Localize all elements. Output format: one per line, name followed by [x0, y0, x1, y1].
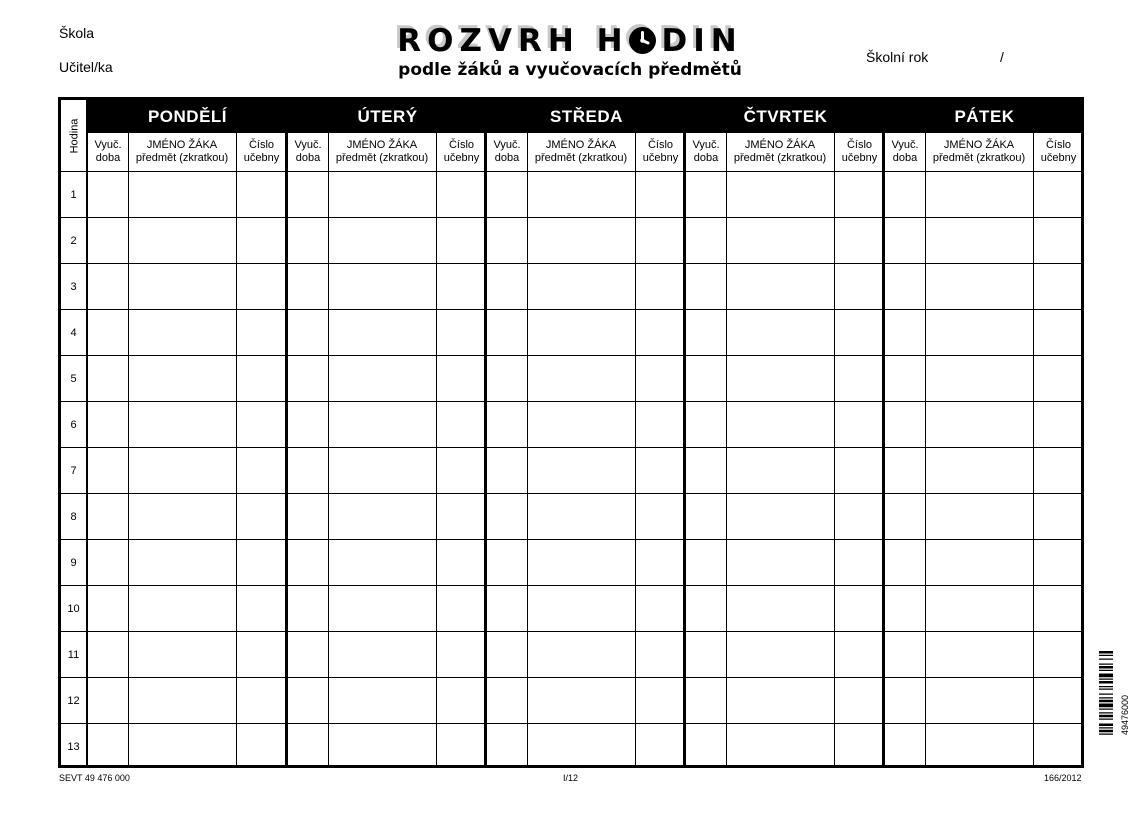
row-divider	[885, 171, 1084, 172]
column-header-name: JMÉNO ŽÁKA předmět (zkratkou)	[135, 139, 229, 164]
row-divider	[288, 171, 487, 172]
row-divider	[487, 355, 686, 356]
column-divider	[635, 133, 636, 765]
row-divider	[686, 631, 885, 632]
hour-column	[61, 100, 88, 765]
row-divider	[288, 263, 487, 264]
row-divider	[686, 493, 885, 494]
row-divider	[686, 171, 885, 172]
row-divider	[487, 493, 686, 494]
page-subtitle: podle žáků a vyučovacích předmětů	[398, 60, 742, 80]
barcode-bar	[1099, 730, 1113, 733]
row-divider	[885, 539, 1084, 540]
hour-number: 13	[61, 723, 86, 769]
barcode-bar	[1099, 704, 1113, 708]
barcode-bar	[1099, 670, 1113, 671]
day-header: STŘEDA	[487, 100, 686, 133]
barcode-bar	[1099, 734, 1113, 735]
day-block	[686, 100, 885, 765]
barcode-bar	[1099, 681, 1113, 684]
row-divider	[288, 355, 487, 356]
row-divider	[487, 309, 686, 310]
row-divider	[686, 723, 885, 724]
clock-icon	[629, 27, 656, 54]
footer-code: SEVT 49 476 000	[59, 773, 130, 783]
row-divider	[487, 401, 686, 402]
day-block	[885, 100, 1084, 765]
row-divider	[885, 585, 1084, 586]
day-separator	[285, 100, 288, 765]
row-divider	[88, 447, 287, 448]
row-divider	[288, 401, 487, 402]
row-divider	[288, 723, 487, 724]
row-divider	[88, 677, 287, 678]
hour-number: 9	[61, 539, 86, 585]
row-divider	[885, 263, 1084, 264]
barcode-bar	[1099, 715, 1113, 718]
row-divider	[88, 263, 287, 264]
row-divider	[88, 585, 287, 586]
row-divider	[88, 309, 287, 310]
row-divider	[885, 631, 1084, 632]
column-header-name: JMÉNO ŽÁKA předmět (zkratkou)	[534, 139, 628, 164]
column-header-time: Vyuč. doba	[692, 139, 720, 164]
page-title	[360, 22, 780, 60]
row-divider	[487, 585, 686, 586]
teacher-label: Učitel/ka	[59, 59, 113, 75]
row-divider	[686, 539, 885, 540]
barcode-bar	[1099, 686, 1113, 687]
footer-page: I/12	[563, 773, 579, 783]
day-separator	[683, 100, 686, 765]
barcode-bar	[1099, 727, 1113, 728]
column-divider	[925, 133, 926, 765]
column-divider	[236, 133, 237, 765]
hour-number: 10	[61, 585, 86, 631]
column-divider	[834, 133, 835, 765]
row-divider	[88, 493, 287, 494]
column-header-name: JMÉNO ŽÁKA předmět (zkratkou)	[733, 139, 827, 164]
column-header-room: Číslo učebny	[243, 139, 280, 164]
hour-column-label: Hodina	[68, 118, 81, 153]
barcode-image	[1099, 651, 1117, 768]
barcode-bar	[1099, 712, 1113, 713]
day-block	[288, 100, 487, 765]
day-block	[88, 100, 287, 765]
day-separator	[484, 100, 487, 765]
barcode-bar	[1099, 709, 1113, 710]
hour-number: 1	[61, 171, 86, 217]
hour-number: 7	[61, 447, 86, 493]
column-divider	[328, 133, 329, 765]
row-divider	[686, 677, 885, 678]
row-divider	[288, 631, 487, 632]
barcode-bar	[1099, 719, 1113, 720]
barcode-bar	[1099, 664, 1113, 665]
row-divider	[88, 355, 287, 356]
day-block	[487, 100, 686, 765]
row-divider	[88, 631, 287, 632]
column-header-room: Číslo učebny	[841, 139, 878, 164]
row-divider	[487, 447, 686, 448]
row-divider	[686, 401, 885, 402]
day-header: PÁTEK	[885, 100, 1084, 133]
row-divider	[288, 539, 487, 540]
column-divider	[128, 133, 129, 765]
title-block	[360, 22, 780, 80]
title-part-2: DIN	[661, 23, 743, 59]
row-divider	[686, 263, 885, 264]
school-year-label: Školní rok	[866, 49, 929, 65]
barcode-bar	[1099, 679, 1113, 680]
column-header-room: Číslo učebny	[443, 139, 480, 164]
row-divider	[686, 585, 885, 586]
hour-number: 4	[61, 309, 86, 355]
row-divider	[686, 217, 885, 218]
row-divider	[487, 631, 686, 632]
hour-number: 11	[61, 631, 86, 677]
day-header: ČTVRTEK	[686, 100, 885, 133]
row-divider	[288, 309, 487, 310]
row-divider	[288, 677, 487, 678]
barcode-bar	[1099, 689, 1113, 690]
row-divider	[88, 723, 287, 724]
row-divider	[686, 355, 885, 356]
hour-header-line	[61, 171, 86, 172]
barcode-bar	[1099, 674, 1113, 678]
barcode-bar	[1099, 724, 1113, 727]
day-separator	[882, 100, 885, 765]
column-header-time: Vyuč. doba	[891, 139, 919, 164]
column-header-room: Číslo učebny	[642, 139, 679, 164]
row-divider	[487, 171, 686, 172]
hour-number: 6	[61, 401, 86, 447]
column-header-time: Vyuč. doba	[493, 139, 521, 164]
row-divider	[88, 171, 287, 172]
row-divider	[885, 493, 1084, 494]
column-divider	[436, 133, 437, 765]
row-divider	[487, 263, 686, 264]
row-divider	[885, 309, 1084, 310]
row-divider	[88, 539, 287, 540]
school-label: Škola	[59, 25, 95, 41]
barcode-bar	[1099, 694, 1113, 695]
row-divider	[885, 677, 1084, 678]
row-divider	[88, 401, 287, 402]
barcode-bar	[1099, 659, 1113, 660]
row-divider	[288, 493, 487, 494]
row-divider	[885, 447, 1084, 448]
row-divider	[288, 217, 487, 218]
school-year-separator: /	[1000, 49, 1004, 65]
column-header-time: Vyuč. doba	[294, 139, 322, 164]
row-divider	[288, 585, 487, 586]
hour-number: 5	[61, 355, 86, 401]
column-header-name: JMÉNO ŽÁKA předmět (zkratkou)	[932, 139, 1026, 164]
barcode-bar	[1099, 697, 1113, 698]
hour-number: 8	[61, 493, 86, 539]
column-divider	[726, 133, 727, 765]
row-divider	[885, 217, 1084, 218]
title-part-1: ROZVRH H	[397, 23, 629, 59]
barcode-number: 49476000	[1120, 694, 1130, 735]
row-divider	[686, 447, 885, 448]
footer-form-number: 166/2012	[1044, 773, 1082, 783]
row-divider	[487, 539, 686, 540]
row-divider	[487, 723, 686, 724]
barcode-bar	[1099, 700, 1113, 703]
row-divider	[686, 309, 885, 310]
day-header: PONDĚLÍ	[88, 100, 287, 133]
barcode-bar	[1099, 666, 1113, 669]
row-divider	[885, 401, 1084, 402]
column-divider	[527, 133, 528, 765]
column-header-room: Číslo učebny	[1040, 139, 1077, 164]
row-divider	[885, 355, 1084, 356]
row-divider	[487, 217, 686, 218]
hour-number: 2	[61, 217, 86, 263]
timetable-grid	[58, 97, 1084, 768]
barcode-bar	[1099, 651, 1113, 654]
column-divider	[1033, 133, 1034, 765]
row-divider	[88, 217, 287, 218]
hour-number: 12	[61, 677, 86, 723]
hour-number: 3	[61, 263, 86, 309]
row-divider	[288, 447, 487, 448]
row-divider	[487, 677, 686, 678]
column-header-name: JMÉNO ŽÁKA předmět (zkratkou)	[335, 139, 429, 164]
barcode-bar	[1099, 655, 1113, 656]
day-header: ÚTERÝ	[288, 100, 487, 133]
row-divider	[885, 723, 1084, 724]
column-header-time: Vyuč. doba	[94, 139, 122, 164]
